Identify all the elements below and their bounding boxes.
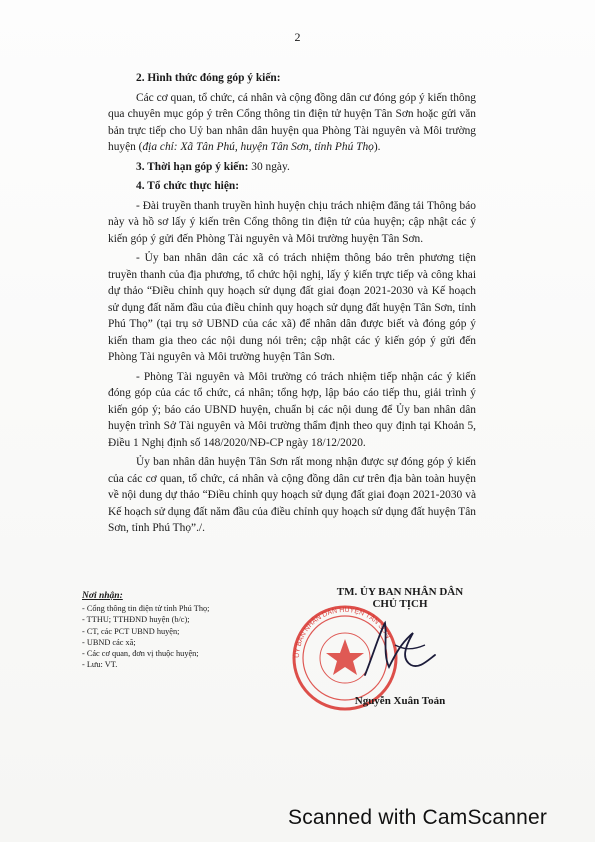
recipient-item: - UBND các xã; (82, 637, 136, 647)
address: địa chỉ: Xã Tân Phú, huyện Tân Sơn, tỉnh Phú Thọ (142, 141, 374, 153)
recipient-item: - Lưu: VT. (82, 660, 118, 670)
signer-name: Nguyễn Xuân Toản (354, 695, 446, 707)
section-3-heading: 3. Thời hạn góp ý kiến: (136, 160, 249, 173)
deadline-value: 30 ngày. (248, 160, 290, 173)
paragraph-radio-tv: - Đài truyền thanh truyền hình huyện chịu trách nhiệm đăng tải Thông báo này và hồ sơ lấy ý kiến trên Cổng thông tin điện tử của huyện; cập nhật các ý kiến góp ý gửi đến Phòng Tài nguyên và Môi trường huyện Tân Sơn. (108, 199, 476, 245)
seal-text: ỦY BAN NHÂN DÂN HUYỆN TÂN SƠN (293, 606, 392, 659)
recipients-block (82, 591, 292, 670)
recipient-item: - Các cơ quan, đơn vị thuộc huyện; (82, 649, 199, 659)
paragraph-commune: - Ủy ban nhân dân các xã có trách nhiệm thông báo trên phương tiện truyền thanh của địa phương, tổ chức hội nghị, lấy ý kiến trực tiếp và công khai dự thảo “Điều chỉnh quy hoạch sử dụng đất giai đoạn 2021-2030 và Kế hoạch sử dụng đất năm đầu của điều chỉnh quy hoạch sử dụng đất huyện Tân Sơn, tỉnh Phú Thọ” (tại trụ sở UBND của các xã) để nhân dân được biết và đóng góp ý kiến tham gia theo các nội dung nói trên; cập nhật các ý kiến góp ý gửi đến Phòng Tài nguyên và Môi trường huyện Tân Sơn. (108, 252, 476, 363)
page-number: 2 (294, 30, 301, 44)
section-3 (108, 159, 476, 176)
recipient-item: - Cổng thông tin điện tử tỉnh Phú Thọ; (82, 604, 210, 614)
recipient-item: - TTHU; TTHĐND huyện (b/c); (82, 615, 190, 625)
section-4-heading: 4. Tổ chức thực hiện: (136, 180, 240, 192)
handwritten-signature-icon (355, 615, 445, 685)
recipient-item: - CT, các PCT UBND huyện; (82, 626, 180, 636)
document-body (108, 70, 476, 540)
section-2-heading: 2. Hình thức đóng góp ý kiến: (136, 72, 281, 84)
recipients-title: Nơi nhận: (82, 591, 123, 601)
section-2-text: Các cơ quan, tổ chức, cá nhân và cộng đồng dân cư đóng góp ý kiến thông qua chuyên mục góp ý trên Cổng thông tin điện tử huyện Tân Sơn hoặc gửi văn bản trực tiếp cho Uỷ ban nhân dân huyện qua Phòng Tài nguyên và Môi trường huyện (địa chỉ: Xã Tân Phú, huyện Tân Sơn, tỉnh Phú Thọ). (108, 91, 476, 153)
paragraph-natural-resources: - Phòng Tài nguyên và Môi trường có trách nhiệm tiếp nhận các ý kiến đóng góp của các tổ chức, cá nhân; tổng hợp, lập báo cáo tiếp thu, giải trình ý kiến góp ý; báo cáo UBND huyện, chuẩn bị các nội dung để Ủy ban nhân dân huyện trình Sở Tài nguyên và Môi trường thẩm định theo quy định tại Khoản 5, Điều 1 Nghị định số 148/2020/NĐ-CP ngày 18/12/2020. (108, 370, 476, 449)
camscanner-watermark: Scanned with CamScanner (288, 806, 548, 829)
signer-role: CHỦ TỊCH (372, 598, 428, 610)
paragraph-closing: Ủy ban nhân dân huyện Tân Sơn rất mong nhận được sự đóng góp ý kiến của các cơ quan, tổ chức, cá nhân và cộng đồng dân cư trên địa bàn toàn huyện về nội dung dự thảo “Điều chỉnh quy hoạch sử dụng đất giai đoạn 2021-2030 và Kế hoạch sử dụng đất năm đầu của điều chỉnh quy hoạch sử dụng đất huyện Tân Sơn, tỉnh Phú Thọ”./. (108, 456, 476, 534)
signer-organization: TM. ỦY BAN NHÂN DÂN (336, 586, 464, 598)
